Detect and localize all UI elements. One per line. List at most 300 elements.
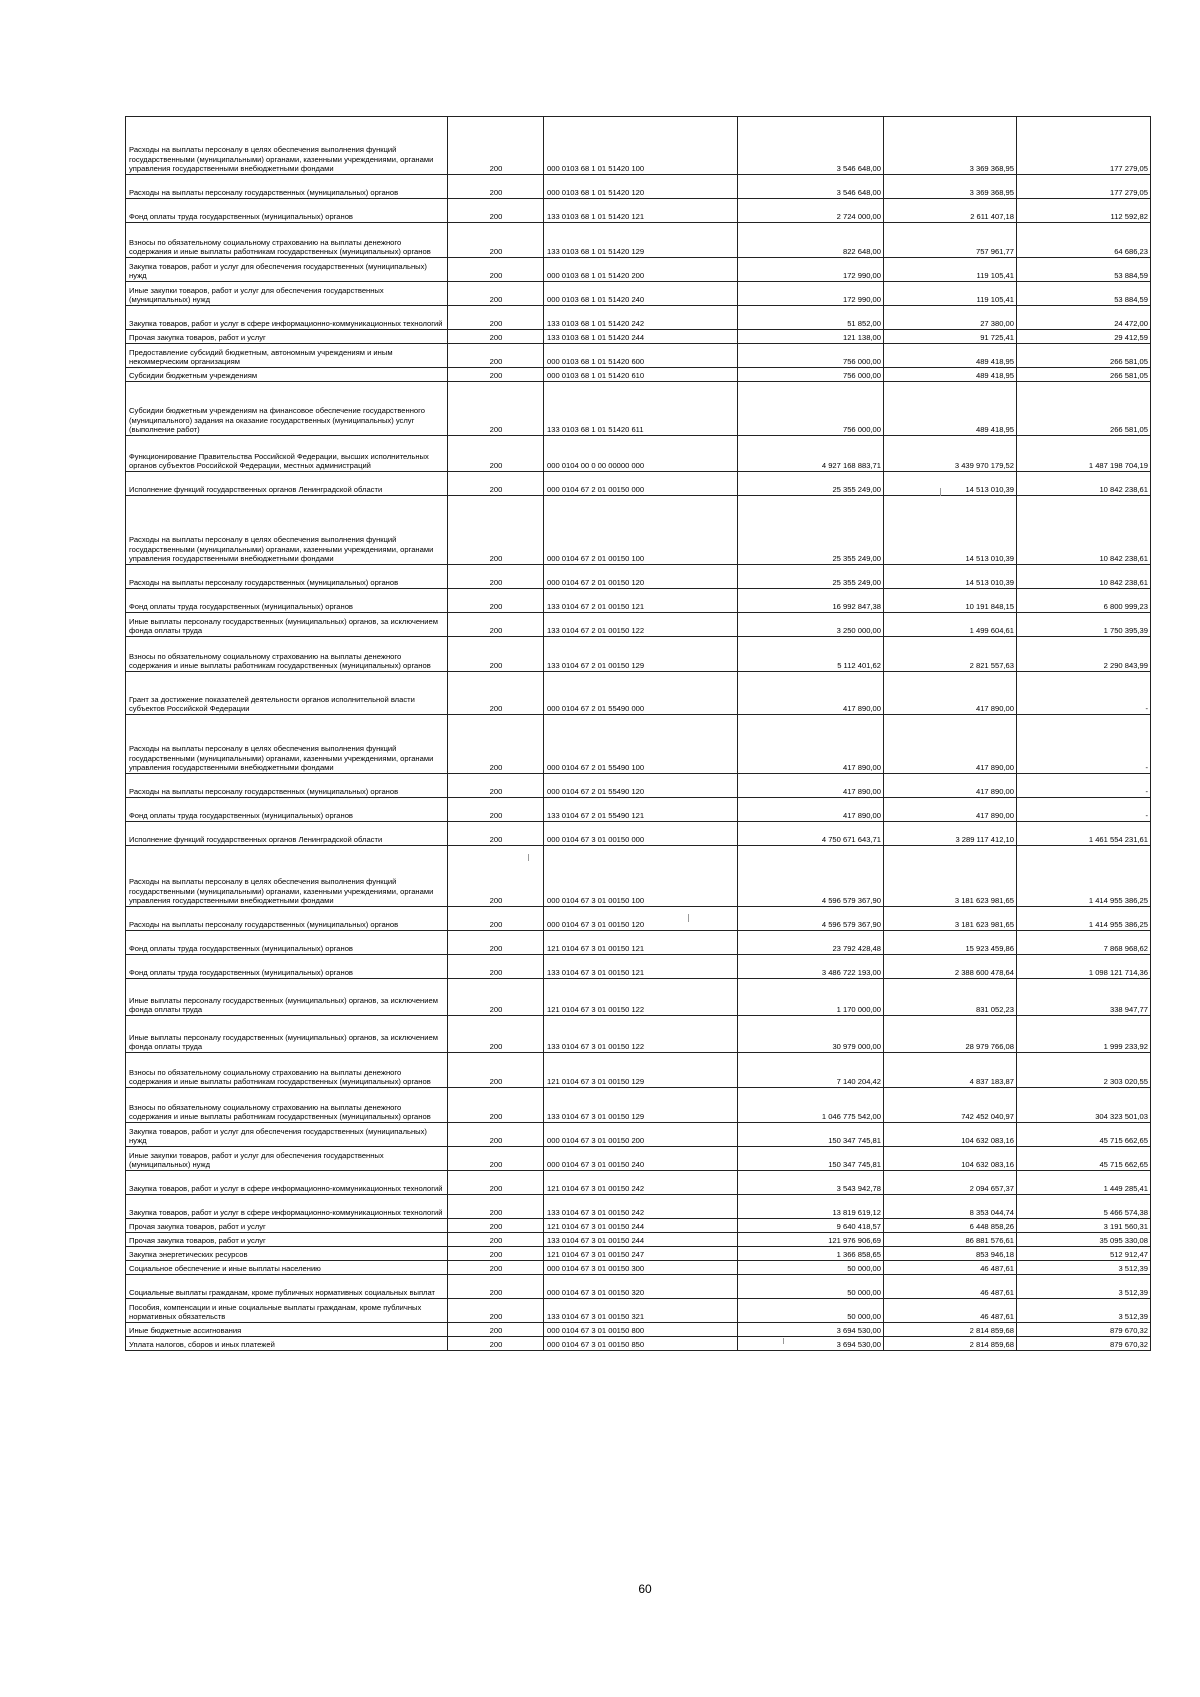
- row-name: Закупка товаров, работ и услуг в сфере информационно-коммуникационных технологий: [126, 306, 448, 330]
- table-row: [126, 258, 1151, 282]
- row-budget-code: 133 0104 67 3 01 00150 122: [544, 1016, 738, 1053]
- row-approved-amount: 5 112 401,62: [738, 637, 884, 672]
- row-budget-code: 133 0103 68 1 01 51420 121: [544, 199, 738, 223]
- row-executed-amount: 2 611 407,18: [884, 199, 1017, 223]
- row-approved-amount: 756 000,00: [738, 382, 884, 436]
- row-approved-amount: 121 138,00: [738, 330, 884, 344]
- row-budget-code: 000 0104 67 3 01 00150 120: [544, 907, 738, 931]
- row-approved-amount: 3 250 000,00: [738, 613, 884, 637]
- row-approved-amount: 50 000,00: [738, 1275, 884, 1299]
- row-name: Социальные выплаты гражданам, кроме публичных нормативных социальных выплат: [126, 1275, 448, 1299]
- row-name: Взносы по обязательному социальному страхованию на выплаты денежного содержания и иные выплаты работникам государственных (муниципальных) органов: [126, 1053, 448, 1088]
- row-approved-amount: 1 046 775 542,00: [738, 1088, 884, 1123]
- row-line-code: 200: [448, 907, 544, 931]
- row-line-code: 200: [448, 1323, 544, 1337]
- row-approved-amount: 3 546 648,00: [738, 175, 884, 199]
- row-executed-amount: 46 487,61: [884, 1299, 1017, 1323]
- row-name: Взносы по обязательному социальному страхованию на выплаты денежного содержания и иные выплаты работникам государственных (муниципальных) органов: [126, 223, 448, 258]
- row-budget-code: 000 0104 67 2 01 55490 100: [544, 715, 738, 774]
- table-row: [126, 931, 1151, 955]
- row-name: Иные выплаты персоналу государственных (муниципальных) органов, за исключением фонда оплаты труда: [126, 979, 448, 1016]
- row-budget-code: 000 0104 67 2 01 55490 000: [544, 672, 738, 715]
- row-name: Предоставление субсидий бюджетным, автономным учреждениям и иным некоммерческим организациям: [126, 344, 448, 368]
- row-line-code: 200: [448, 1123, 544, 1147]
- row-name: Грант за достижение показателей деятельности органов исполнительной власти субъектов Российской Федерации: [126, 672, 448, 715]
- row-remaining-amount: 1 461 554 231,61: [1017, 822, 1151, 846]
- table-row: [126, 1233, 1151, 1247]
- row-line-code: 200: [448, 672, 544, 715]
- row-approved-amount: 4 927 168 883,71: [738, 436, 884, 472]
- table-row: [126, 979, 1151, 1016]
- row-executed-amount: 2 814 859,68: [884, 1337, 1017, 1351]
- table-row: [126, 223, 1151, 258]
- row-name: Пособия, компенсации и иные социальные выплаты гражданам, кроме публичных нормативных обязательств: [126, 1299, 448, 1323]
- row-executed-amount: 489 418,95: [884, 382, 1017, 436]
- row-remaining-amount: 266 581,05: [1017, 382, 1151, 436]
- row-remaining-amount: -: [1017, 715, 1151, 774]
- row-line-code: 200: [448, 1275, 544, 1299]
- row-name: Фонд оплаты труда государственных (муниципальных) органов: [126, 199, 448, 223]
- row-executed-amount: 3 369 368,95: [884, 117, 1017, 175]
- row-name: Закупка энергетических ресурсов: [126, 1247, 448, 1261]
- row-name: Закупка товаров, работ и услуг для обеспечения государственных (муниципальных) нужд: [126, 258, 448, 282]
- row-line-code: 200: [448, 637, 544, 672]
- row-remaining-amount: 5 466 574,38: [1017, 1195, 1151, 1219]
- scan-artifact-mark: [783, 1338, 784, 1344]
- row-executed-amount: 3 181 623 981,65: [884, 846, 1017, 907]
- row-remaining-amount: 1 999 233,92: [1017, 1016, 1151, 1053]
- table-row: [126, 589, 1151, 613]
- row-name: Субсидии бюджетным учреждениям: [126, 368, 448, 382]
- page-number: 60: [638, 1582, 652, 1596]
- row-budget-code: 000 0103 68 1 01 51420 610: [544, 368, 738, 382]
- row-name: Фонд оплаты труда государственных (муниципальных) органов: [126, 955, 448, 979]
- row-name: Расходы на выплаты персоналу в целях обеспечения выполнения функций государственными (муниципальными) органами, казенными учреждениями, органами управления государственными внебюджетными фондами: [126, 117, 448, 175]
- row-name: Иные выплаты персоналу государственных (муниципальных) органов, за исключением фонда оплаты труда: [126, 1016, 448, 1053]
- row-executed-amount: 417 890,00: [884, 715, 1017, 774]
- table-row: [126, 774, 1151, 798]
- row-name: Исполнение функций государственных органов Ленинградской области: [126, 472, 448, 496]
- row-name: Расходы на выплаты персоналу в целях обеспечения выполнения функций государственными (муниципальными) органами, казенными учреждениями, органами управления государственными внебюджетными фондами: [126, 846, 448, 907]
- scan-artifact-mark: [940, 488, 941, 496]
- row-approved-amount: 121 976 906,69: [738, 1233, 884, 1247]
- row-budget-code: 000 0104 67 2 01 00150 100: [544, 496, 738, 565]
- table-row: [126, 672, 1151, 715]
- row-approved-amount: 13 819 619,12: [738, 1195, 884, 1219]
- budget-execution-table: [125, 116, 1151, 1351]
- row-approved-amount: 4 596 579 367,90: [738, 907, 884, 931]
- row-line-code: 200: [448, 258, 544, 282]
- row-remaining-amount: 35 095 330,08: [1017, 1233, 1151, 1247]
- row-budget-code: 133 0104 67 3 01 00150 242: [544, 1195, 738, 1219]
- row-budget-code: 133 0104 67 3 01 00150 244: [544, 1233, 738, 1247]
- row-executed-amount: 14 513 010,39: [884, 496, 1017, 565]
- row-line-code: 200: [448, 1219, 544, 1233]
- row-remaining-amount: 53 884,59: [1017, 282, 1151, 306]
- row-line-code: 200: [448, 117, 544, 175]
- table-row: [126, 1147, 1151, 1171]
- row-approved-amount: 50 000,00: [738, 1299, 884, 1323]
- row-budget-code: 000 0104 00 0 00 00000 000: [544, 436, 738, 472]
- table-row: [126, 1323, 1151, 1337]
- row-line-code: 200: [448, 199, 544, 223]
- row-remaining-amount: 7 868 968,62: [1017, 931, 1151, 955]
- table-row: [126, 282, 1151, 306]
- row-budget-code: 000 0104 67 3 01 00150 000: [544, 822, 738, 846]
- row-remaining-amount: 1 487 198 704,19: [1017, 436, 1151, 472]
- row-remaining-amount: 29 412,59: [1017, 330, 1151, 344]
- row-approved-amount: 16 992 847,38: [738, 589, 884, 613]
- table-row: [126, 955, 1151, 979]
- table-row: [126, 1123, 1151, 1147]
- row-executed-amount: 742 452 040,97: [884, 1088, 1017, 1123]
- row-executed-amount: 46 487,61: [884, 1261, 1017, 1275]
- row-name: Исполнение функций государственных органов Ленинградской области: [126, 822, 448, 846]
- row-name: Расходы на выплаты персоналу в целях обеспечения выполнения функций государственными (муниципальными) органами, казенными учреждениями, органами управления государственными внебюджетными фондами: [126, 715, 448, 774]
- row-line-code: 200: [448, 1053, 544, 1088]
- row-approved-amount: 4 596 579 367,90: [738, 846, 884, 907]
- row-executed-amount: 14 513 010,39: [884, 472, 1017, 496]
- row-budget-code: 133 0104 67 2 01 00150 122: [544, 613, 738, 637]
- table-row: [126, 1247, 1151, 1261]
- row-approved-amount: 172 990,00: [738, 258, 884, 282]
- row-executed-amount: 831 052,23: [884, 979, 1017, 1016]
- row-budget-code: 000 0104 67 3 01 00150 320: [544, 1275, 738, 1299]
- table-row: [126, 798, 1151, 822]
- row-line-code: 200: [448, 306, 544, 330]
- row-name: Взносы по обязательному социальному страхованию на выплаты денежного содержания и иные выплаты работникам государственных (муниципальных) органов: [126, 1088, 448, 1123]
- row-executed-amount: 6 448 858,26: [884, 1219, 1017, 1233]
- row-executed-amount: 46 487,61: [884, 1275, 1017, 1299]
- table-row: [126, 117, 1151, 175]
- row-line-code: 200: [448, 1171, 544, 1195]
- row-line-code: 200: [448, 931, 544, 955]
- row-name: Прочая закупка товаров, работ и услуг: [126, 1233, 448, 1247]
- row-approved-amount: 3 694 530,00: [738, 1337, 884, 1351]
- row-name: Взносы по обязательному социальному страхованию на выплаты денежного содержания и иные выплаты работникам государственных (муниципальных) органов: [126, 637, 448, 672]
- row-executed-amount: 417 890,00: [884, 774, 1017, 798]
- row-approved-amount: 3 543 942,78: [738, 1171, 884, 1195]
- row-budget-code: 000 0103 68 1 01 51420 240: [544, 282, 738, 306]
- row-budget-code: 000 0104 67 3 01 00150 850: [544, 1337, 738, 1351]
- row-line-code: 200: [448, 472, 544, 496]
- row-budget-code: 000 0104 67 2 01 00150 000: [544, 472, 738, 496]
- row-remaining-amount: 512 912,47: [1017, 1247, 1151, 1261]
- row-executed-amount: 3 369 368,95: [884, 175, 1017, 199]
- row-budget-code: 133 0104 67 2 01 00150 121: [544, 589, 738, 613]
- row-name: Уплата налогов, сборов и иных платежей: [126, 1337, 448, 1351]
- row-remaining-amount: 177 279,05: [1017, 175, 1151, 199]
- table-row: [126, 637, 1151, 672]
- row-remaining-amount: 53 884,59: [1017, 258, 1151, 282]
- row-approved-amount: 417 890,00: [738, 715, 884, 774]
- row-line-code: 200: [448, 565, 544, 589]
- row-executed-amount: 104 632 083,16: [884, 1147, 1017, 1171]
- row-approved-amount: 9 640 418,57: [738, 1219, 884, 1233]
- table-row: [126, 715, 1151, 774]
- row-line-code: 200: [448, 979, 544, 1016]
- row-remaining-amount: 3 191 560,31: [1017, 1219, 1151, 1233]
- row-approved-amount: 51 852,00: [738, 306, 884, 330]
- row-executed-amount: 119 105,41: [884, 282, 1017, 306]
- row-remaining-amount: 3 512,39: [1017, 1299, 1151, 1323]
- row-remaining-amount: 10 842 238,61: [1017, 496, 1151, 565]
- row-executed-amount: 489 418,95: [884, 344, 1017, 368]
- row-remaining-amount: 2 290 843,99: [1017, 637, 1151, 672]
- row-name: Иные закупки товаров, работ и услуг для обеспечения государственных (муниципальных) нужд: [126, 1147, 448, 1171]
- row-name: Закупка товаров, работ и услуг в сфере информационно-коммуникационных технологий: [126, 1171, 448, 1195]
- row-executed-amount: 1 499 604,61: [884, 613, 1017, 637]
- row-budget-code: 121 0104 67 3 01 00150 244: [544, 1219, 738, 1233]
- row-line-code: 200: [448, 1088, 544, 1123]
- row-budget-code: 133 0104 67 3 01 00150 129: [544, 1088, 738, 1123]
- row-line-code: 200: [448, 1299, 544, 1323]
- row-budget-code: 133 0103 68 1 01 51420 129: [544, 223, 738, 258]
- row-executed-amount: 91 725,41: [884, 330, 1017, 344]
- table-row: [126, 1337, 1151, 1351]
- row-name: Прочая закупка товаров, работ и услуг: [126, 330, 448, 344]
- table-row: [126, 1088, 1151, 1123]
- row-name: Прочая закупка товаров, работ и услуг: [126, 1219, 448, 1233]
- row-budget-code: 000 0104 67 3 01 00150 240: [544, 1147, 738, 1171]
- row-approved-amount: 3 486 722 193,00: [738, 955, 884, 979]
- row-approved-amount: 417 890,00: [738, 774, 884, 798]
- table-row: [126, 1275, 1151, 1299]
- row-name: Расходы на выплаты персоналу государственных (муниципальных) органов: [126, 565, 448, 589]
- table-row: [126, 330, 1151, 344]
- scan-artifact-mark: [688, 914, 689, 922]
- row-remaining-amount: 304 323 501,03: [1017, 1088, 1151, 1123]
- row-budget-code: 000 0103 68 1 01 51420 600: [544, 344, 738, 368]
- row-line-code: 200: [448, 1233, 544, 1247]
- row-name: Расходы на выплаты персоналу государственных (муниципальных) органов: [126, 175, 448, 199]
- table-row: [126, 472, 1151, 496]
- row-line-code: 200: [448, 368, 544, 382]
- row-executed-amount: 8 353 044,74: [884, 1195, 1017, 1219]
- row-remaining-amount: 266 581,05: [1017, 344, 1151, 368]
- row-name: Социальное обеспечение и иные выплаты населению: [126, 1261, 448, 1275]
- row-executed-amount: 417 890,00: [884, 798, 1017, 822]
- row-line-code: 200: [448, 223, 544, 258]
- table-row: [126, 382, 1151, 436]
- row-line-code: 200: [448, 774, 544, 798]
- row-approved-amount: 172 990,00: [738, 282, 884, 306]
- row-remaining-amount: 879 670,32: [1017, 1337, 1151, 1351]
- table-row: [126, 1261, 1151, 1275]
- row-budget-code: 133 0103 68 1 01 51420 242: [544, 306, 738, 330]
- row-remaining-amount: 45 715 662,65: [1017, 1123, 1151, 1147]
- row-name: Расходы на выплаты персоналу государственных (муниципальных) органов: [126, 774, 448, 798]
- table-row: [126, 436, 1151, 472]
- row-remaining-amount: -: [1017, 798, 1151, 822]
- row-budget-code: 121 0104 67 3 01 00150 121: [544, 931, 738, 955]
- row-remaining-amount: 879 670,32: [1017, 1323, 1151, 1337]
- table-row: [126, 1016, 1151, 1053]
- row-budget-code: 133 0104 67 3 01 00150 121: [544, 955, 738, 979]
- row-approved-amount: 417 890,00: [738, 672, 884, 715]
- row-approved-amount: 30 979 000,00: [738, 1016, 884, 1053]
- row-line-code: 200: [448, 715, 544, 774]
- row-approved-amount: 7 140 204,42: [738, 1053, 884, 1088]
- row-remaining-amount: -: [1017, 672, 1151, 715]
- row-remaining-amount: 6 800 999,23: [1017, 589, 1151, 613]
- row-line-code: 200: [448, 846, 544, 907]
- scan-artifact-mark: [528, 854, 529, 861]
- row-remaining-amount: 45 715 662,65: [1017, 1147, 1151, 1171]
- row-line-code: 200: [448, 1261, 544, 1275]
- row-line-code: 200: [448, 1195, 544, 1219]
- row-executed-amount: 417 890,00: [884, 672, 1017, 715]
- row-name: Закупка товаров, работ и услуг в сфере информационно-коммуникационных технологий: [126, 1195, 448, 1219]
- row-executed-amount: 757 961,77: [884, 223, 1017, 258]
- row-executed-amount: 4 837 183,87: [884, 1053, 1017, 1088]
- row-remaining-amount: 1 098 121 714,36: [1017, 955, 1151, 979]
- table-row: [126, 822, 1151, 846]
- row-remaining-amount: 177 279,05: [1017, 117, 1151, 175]
- row-name: Иные бюджетные ассигнования: [126, 1323, 448, 1337]
- row-budget-code: 133 0104 67 2 01 00150 129: [544, 637, 738, 672]
- table-row: [126, 565, 1151, 589]
- table-row: [126, 496, 1151, 565]
- row-budget-code: 121 0104 67 3 01 00150 242: [544, 1171, 738, 1195]
- row-remaining-amount: 1 449 285,41: [1017, 1171, 1151, 1195]
- row-budget-code: 000 0104 67 2 01 00150 120: [544, 565, 738, 589]
- row-line-code: 200: [448, 822, 544, 846]
- row-budget-code: 000 0104 67 3 01 00150 300: [544, 1261, 738, 1275]
- row-approved-amount: 25 355 249,00: [738, 496, 884, 565]
- row-approved-amount: 756 000,00: [738, 368, 884, 382]
- row-name: Фонд оплаты труда государственных (муниципальных) органов: [126, 798, 448, 822]
- row-executed-amount: 28 979 766,08: [884, 1016, 1017, 1053]
- row-remaining-amount: 266 581,05: [1017, 368, 1151, 382]
- table-row: [126, 368, 1151, 382]
- row-remaining-amount: 10 842 238,61: [1017, 472, 1151, 496]
- row-executed-amount: 10 191 848,15: [884, 589, 1017, 613]
- table-row: [126, 1195, 1151, 1219]
- row-approved-amount: 3 694 530,00: [738, 1323, 884, 1337]
- row-budget-code: 000 0103 68 1 01 51420 200: [544, 258, 738, 282]
- row-line-code: 200: [448, 496, 544, 565]
- row-remaining-amount: 64 686,23: [1017, 223, 1151, 258]
- table-row: [126, 1171, 1151, 1195]
- row-executed-amount: 489 418,95: [884, 368, 1017, 382]
- row-line-code: 200: [448, 330, 544, 344]
- row-approved-amount: 3 546 648,00: [738, 117, 884, 175]
- table-row: [126, 613, 1151, 637]
- row-budget-code: 000 0103 68 1 01 51420 100: [544, 117, 738, 175]
- row-approved-amount: 25 355 249,00: [738, 565, 884, 589]
- row-budget-code: 133 0104 67 2 01 55490 121: [544, 798, 738, 822]
- row-approved-amount: 756 000,00: [738, 344, 884, 368]
- row-line-code: 200: [448, 1016, 544, 1053]
- row-approved-amount: 50 000,00: [738, 1261, 884, 1275]
- row-remaining-amount: 338 947,77: [1017, 979, 1151, 1016]
- table-row: [126, 199, 1151, 223]
- row-name: Фонд оплаты труда государственных (муниципальных) органов: [126, 589, 448, 613]
- row-approved-amount: 25 355 249,00: [738, 472, 884, 496]
- row-name: Функционирование Правительства Российской Федерации, высших исполнительных органов субъектов Российской Федерации, местных администраций: [126, 436, 448, 472]
- row-executed-amount: 2 094 657,37: [884, 1171, 1017, 1195]
- row-budget-code: 121 0104 67 3 01 00150 129: [544, 1053, 738, 1088]
- row-executed-amount: 2 821 557,63: [884, 637, 1017, 672]
- row-approved-amount: 822 648,00: [738, 223, 884, 258]
- row-line-code: 200: [448, 1147, 544, 1171]
- row-approved-amount: 2 724 000,00: [738, 199, 884, 223]
- row-budget-code: 133 0103 68 1 01 51420 611: [544, 382, 738, 436]
- row-name: Иные закупки товаров, работ и услуг для обеспечения государственных (муниципальных) нужд: [126, 282, 448, 306]
- table-body: [126, 117, 1151, 1351]
- table-row: [126, 1053, 1151, 1088]
- row-line-code: 200: [448, 1337, 544, 1351]
- row-line-code: 200: [448, 382, 544, 436]
- row-executed-amount: 3 439 970 179,52: [884, 436, 1017, 472]
- row-line-code: 200: [448, 589, 544, 613]
- row-line-code: 200: [448, 344, 544, 368]
- row-budget-code: 000 0104 67 2 01 55490 120: [544, 774, 738, 798]
- row-approved-amount: 23 792 428,48: [738, 931, 884, 955]
- row-remaining-amount: 24 472,00: [1017, 306, 1151, 330]
- row-remaining-amount: 1 414 955 386,25: [1017, 846, 1151, 907]
- row-line-code: 200: [448, 175, 544, 199]
- table-row: [126, 175, 1151, 199]
- row-executed-amount: 14 513 010,39: [884, 565, 1017, 589]
- row-name: Расходы на выплаты персоналу в целях обеспечения выполнения функций государственными (муниципальными) органами, казенными учреждениями, органами управления государственными внебюджетными фондами: [126, 496, 448, 565]
- row-remaining-amount: 10 842 238,61: [1017, 565, 1151, 589]
- row-name: Расходы на выплаты персоналу государственных (муниципальных) органов: [126, 907, 448, 931]
- row-remaining-amount: 1 414 955 386,25: [1017, 907, 1151, 931]
- table-row: [126, 306, 1151, 330]
- row-executed-amount: 119 105,41: [884, 258, 1017, 282]
- row-remaining-amount: 2 303 020,55: [1017, 1053, 1151, 1088]
- row-budget-code: 000 0104 67 3 01 00150 200: [544, 1123, 738, 1147]
- row-remaining-amount: 3 512,39: [1017, 1261, 1151, 1275]
- row-approved-amount: 150 347 745,81: [738, 1147, 884, 1171]
- row-budget-code: 000 0104 67 3 01 00150 800: [544, 1323, 738, 1337]
- table-row: [126, 907, 1151, 931]
- row-name: Субсидии бюджетным учреждениям на финансовое обеспечение государственного (муниципального) задания на оказание государственных (муниципальных) услуг (выполнение работ): [126, 382, 448, 436]
- row-line-code: 200: [448, 798, 544, 822]
- row-line-code: 200: [448, 955, 544, 979]
- row-executed-amount: 3 289 117 412,10: [884, 822, 1017, 846]
- row-remaining-amount: -: [1017, 774, 1151, 798]
- row-budget-code: 121 0104 67 3 01 00150 122: [544, 979, 738, 1016]
- table-row: [126, 1219, 1151, 1233]
- row-approved-amount: 417 890,00: [738, 798, 884, 822]
- row-executed-amount: 2 388 600 478,64: [884, 955, 1017, 979]
- row-executed-amount: 3 181 623 981,65: [884, 907, 1017, 931]
- row-executed-amount: 2 814 859,68: [884, 1323, 1017, 1337]
- row-approved-amount: 1 170 000,00: [738, 979, 884, 1016]
- row-name: Иные выплаты персоналу государственных (муниципальных) органов, за исключением фонда оплаты труда: [126, 613, 448, 637]
- row-approved-amount: 4 750 671 643,71: [738, 822, 884, 846]
- table-row: [126, 846, 1151, 907]
- row-executed-amount: 104 632 083,16: [884, 1123, 1017, 1147]
- row-remaining-amount: 1 750 395,39: [1017, 613, 1151, 637]
- row-line-code: 200: [448, 436, 544, 472]
- row-budget-code: 121 0104 67 3 01 00150 247: [544, 1247, 738, 1261]
- row-name: Фонд оплаты труда государственных (муниципальных) органов: [126, 931, 448, 955]
- row-line-code: 200: [448, 613, 544, 637]
- table-row: [126, 1299, 1151, 1323]
- row-executed-amount: 15 923 459,86: [884, 931, 1017, 955]
- row-name: Закупка товаров, работ и услуг для обеспечения государственных (муниципальных) нужд: [126, 1123, 448, 1147]
- row-budget-code: 133 0103 68 1 01 51420 244: [544, 330, 738, 344]
- row-executed-amount: 27 380,00: [884, 306, 1017, 330]
- row-remaining-amount: 3 512,39: [1017, 1275, 1151, 1299]
- row-budget-code: 000 0103 68 1 01 51420 120: [544, 175, 738, 199]
- row-line-code: 200: [448, 282, 544, 306]
- row-line-code: 200: [448, 1247, 544, 1261]
